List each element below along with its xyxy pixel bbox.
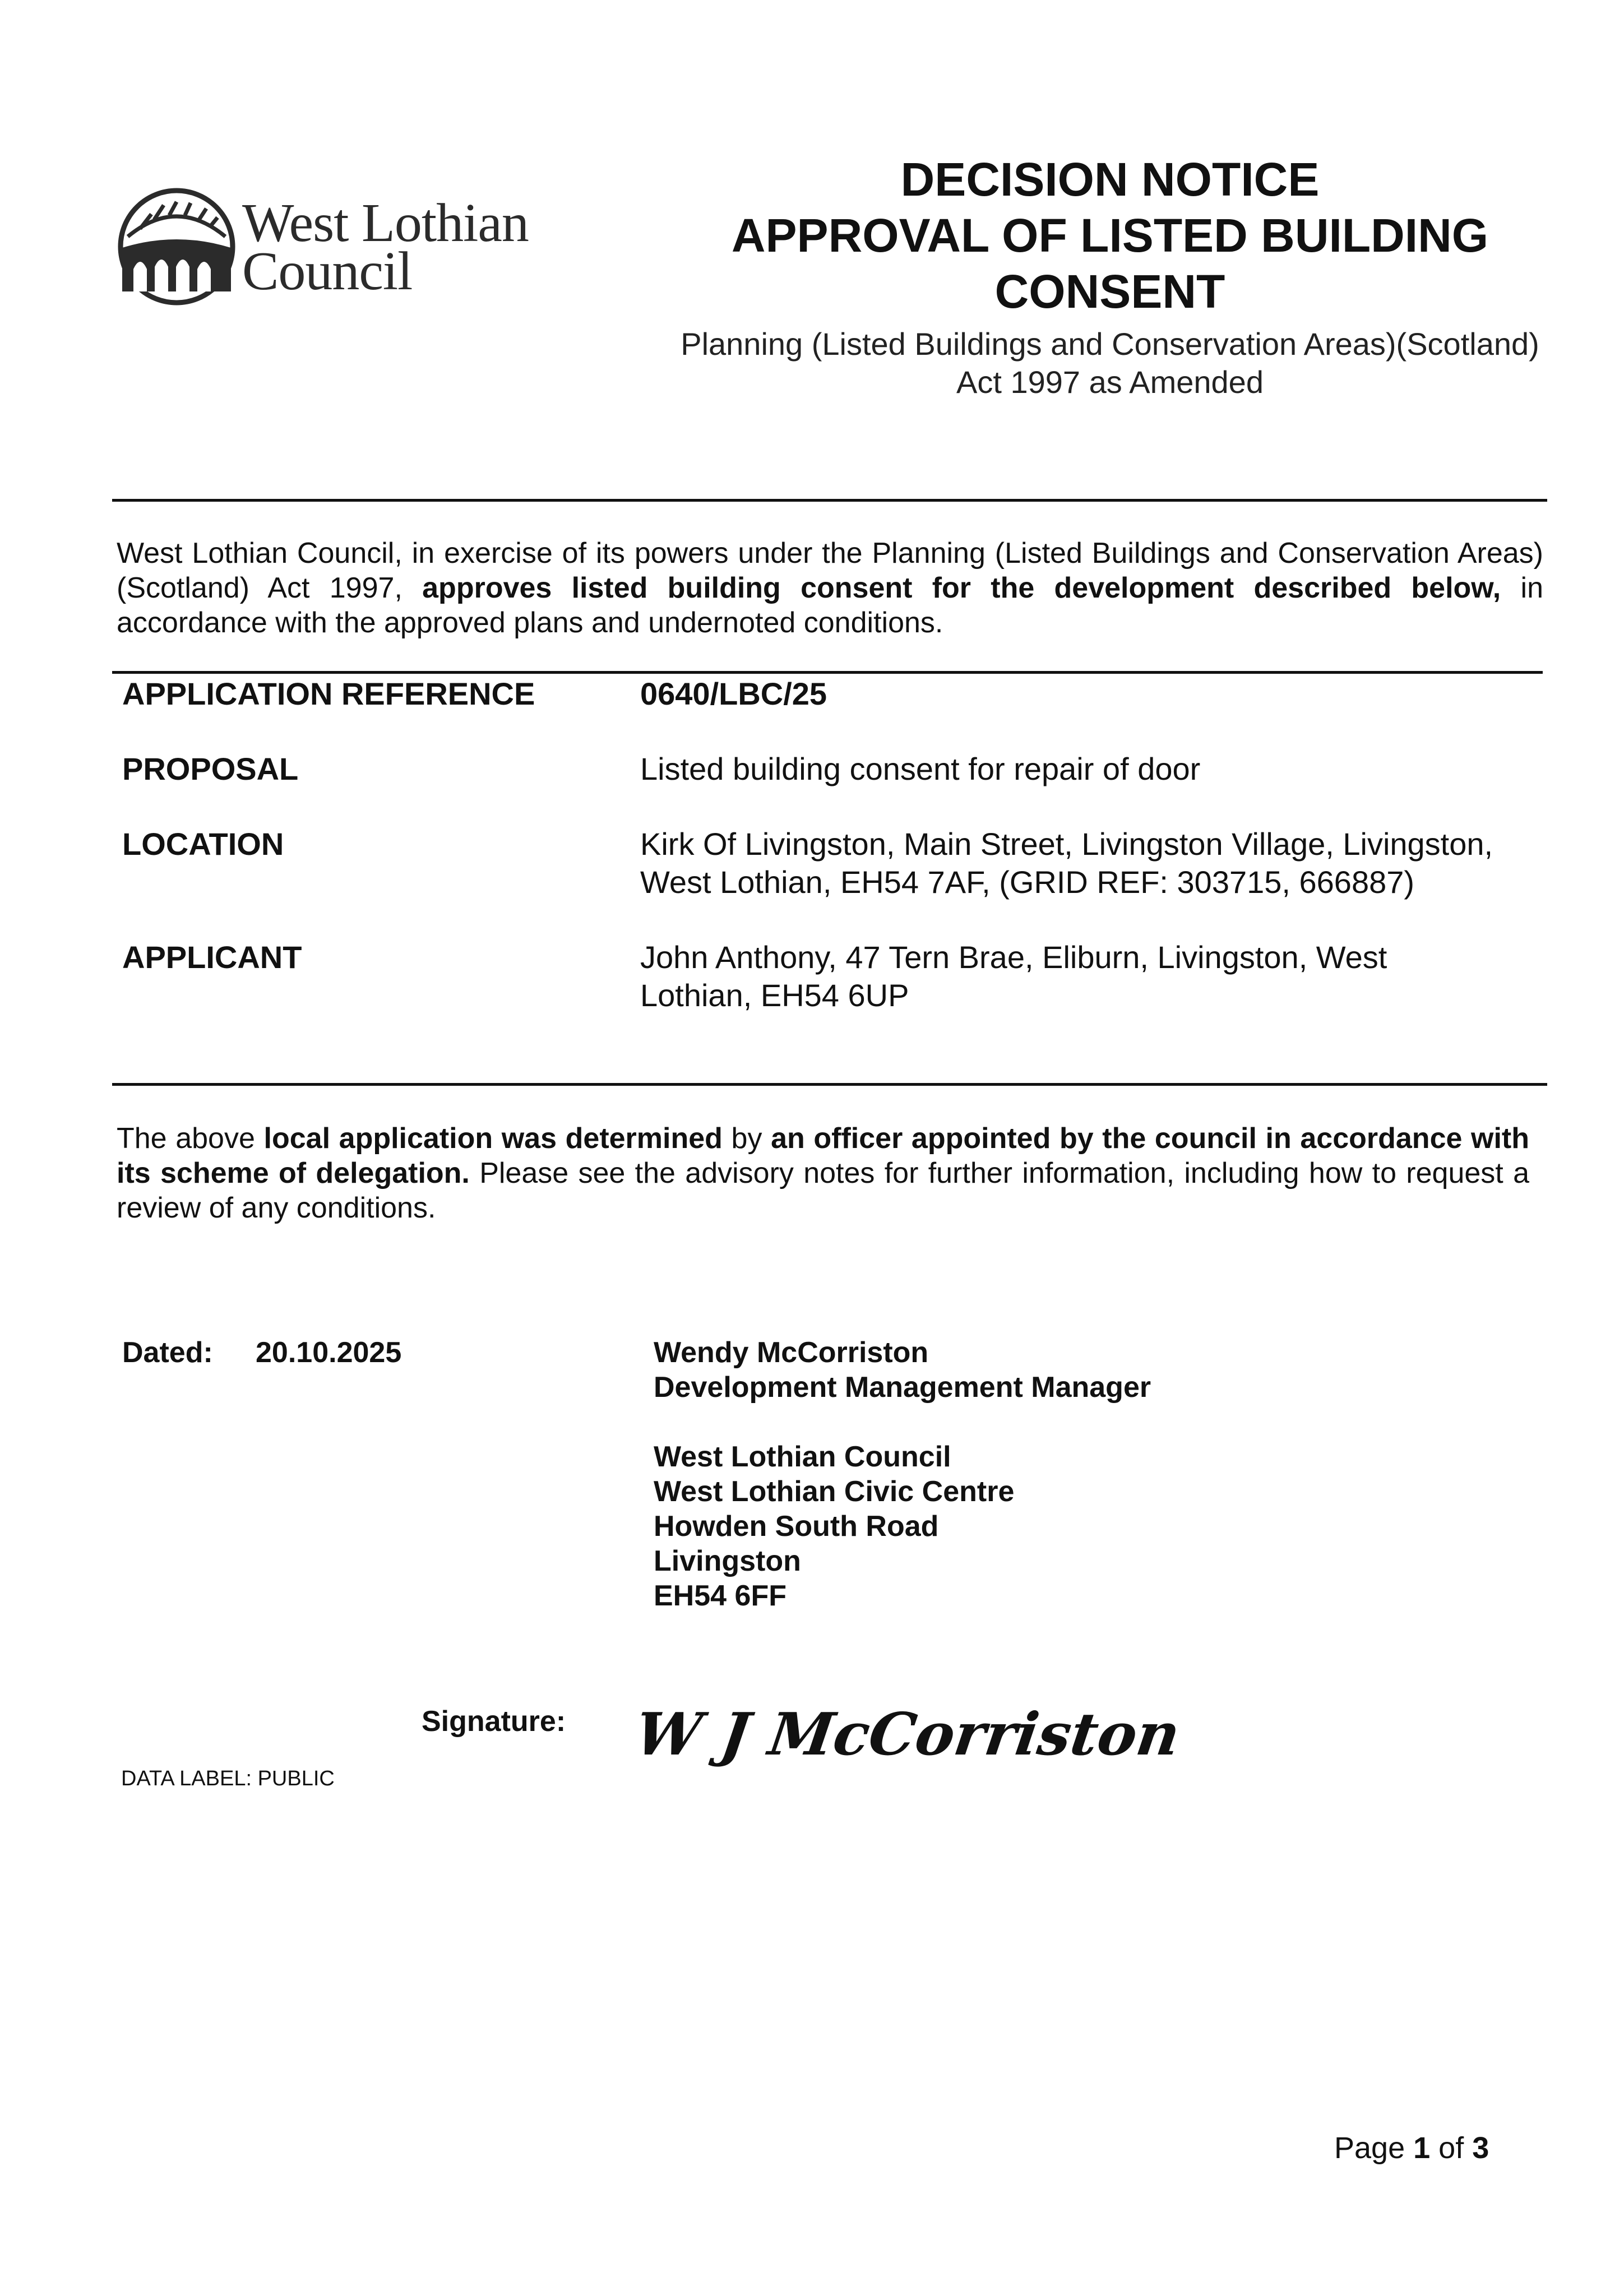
location-label: LOCATION [122, 826, 284, 862]
address-line-3: Howden South Road [654, 1510, 939, 1543]
legislation-subtitle-line2: Act 1997 as Amended [956, 364, 1264, 400]
document-title-line2: APPROVAL OF LISTED BUILDING [731, 209, 1489, 262]
document-header [650, 151, 1570, 401]
page-middle: of [1430, 2131, 1473, 2165]
determination-bold-1: local application was determined [263, 1122, 723, 1155]
document-title-line3: CONSENT [994, 265, 1225, 318]
signature-label: Signature: [422, 1705, 566, 1738]
applicant-line2: Lothian, EH54 6UP [640, 978, 909, 1013]
dated-value: 20.10.2025 [256, 1336, 402, 1369]
logo-wordmark-line2: Council [242, 241, 413, 302]
applicant-value [640, 938, 1548, 1015]
determination-bold-2: an officer appointed by the council in accordance with its scheme of delegation. [117, 1122, 1529, 1189]
determination-text-1: The above [117, 1122, 264, 1155]
intro-text-decision: approves listed building consent for the development described below, [422, 572, 1501, 604]
handwritten-signature [631, 1687, 1185, 1799]
data-classification-label: DATA LABEL: PUBLIC [121, 1767, 335, 1790]
address-line-4: Livingston [654, 1545, 801, 1577]
svg-text:W J McCorriston: W J McCorriston [631, 1700, 1185, 1769]
divider-top [112, 499, 1547, 502]
page-total: 3 [1472, 2131, 1489, 2165]
dated-label: Dated: [122, 1336, 213, 1369]
divider-details-bottom [112, 1083, 1547, 1086]
determination-text-2: by [722, 1122, 771, 1155]
location-line2: West Lothian, EH54 7AF, (GRID REF: 303715, 666887) [640, 864, 1415, 900]
page-number [1334, 2130, 1489, 2166]
application-reference-value: 0640/LBC/25 [640, 676, 827, 711]
proposal-label: PROPOSAL [122, 751, 299, 786]
document-title-line1: DECISION NOTICE [900, 153, 1320, 206]
intro-paragraph [117, 536, 1543, 640]
application-reference-label: APPLICATION REFERENCE [122, 676, 535, 711]
location-line1: Kirk Of Livingston, Main Street, Livingston Village, Livingston, [640, 826, 1493, 862]
signatory-name: Wendy McCorriston [654, 1336, 929, 1369]
address-line-1: West Lothian Council [654, 1441, 951, 1473]
applicant-label: APPLICANT [122, 939, 302, 975]
divider-details-top [112, 671, 1543, 674]
legislation-subtitle-line1: Planning (Listed Buildings and Conservation Areas)(Scotland) [681, 326, 1539, 362]
intro-text-end: in accordance with the approved plans and undernoted conditions. [117, 572, 1543, 639]
intro-text-start: West Lothian Council, in exercise of its powers under the Planning (Listed Buildings and Conservation Areas)(Scotland) Act 1997, [117, 537, 1543, 604]
determination-text-3: Please see the advisory notes for further information, including how to request a review of any conditions. [117, 1157, 1529, 1224]
determination-paragraph [117, 1121, 1529, 1225]
signatory-block [654, 1335, 1151, 1613]
page-prefix: Page [1334, 2131, 1414, 2165]
address-line-5: EH54 6FF [654, 1580, 786, 1612]
location-value [640, 825, 1548, 901]
page-current: 1 [1413, 2131, 1431, 2165]
address-line-2: West Lothian Civic Centre [654, 1475, 1015, 1508]
council-viaduct-logo-icon [118, 185, 235, 308]
signatory-role: Development Management Manager [654, 1371, 1151, 1404]
council-logo [118, 185, 566, 325]
proposal-value: Listed building consent for repair of door [640, 751, 1201, 786]
applicant-line1: John Anthony, 47 Tern Brae, Eliburn, Livingston, West [640, 939, 1387, 975]
logo-wordmark-line1: West Lothian [242, 193, 529, 253]
